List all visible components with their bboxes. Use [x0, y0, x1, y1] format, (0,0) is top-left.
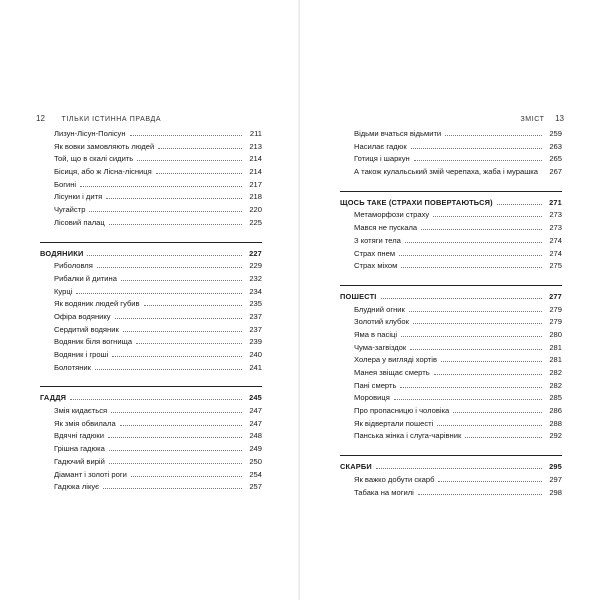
dot-leader — [121, 274, 242, 281]
toc-entry-title: Богині — [54, 179, 77, 189]
dot-leader — [103, 482, 242, 489]
toc-entry — [40, 418, 262, 431]
toc-entry-title: А також кулальський змій черепаха, жаба і мурашка — [354, 167, 539, 177]
toc-entry-page: 234 — [249, 286, 262, 296]
toc-entry-title: Страх міхом — [354, 261, 398, 271]
toc-entry-page: 267 — [549, 167, 563, 177]
toc-entry-page: 225 — [249, 217, 262, 227]
toc-entry — [40, 362, 262, 375]
toc-section-title: ПОШЕСТІ — [340, 291, 377, 301]
toc-entry-page: 282 — [549, 368, 562, 377]
toc-entry — [40, 141, 262, 154]
toc-entry-page: 239 — [249, 337, 262, 347]
toc-entry — [340, 474, 562, 487]
toc-section-title: ВОДЯНИКИ — [40, 248, 84, 258]
dot-leader — [401, 330, 542, 337]
toc-section-title: СКАРБИ — [340, 462, 372, 472]
toc-entry-page: 237 — [249, 311, 262, 321]
toc-entry — [40, 204, 262, 217]
dot-leader — [95, 363, 242, 370]
dot-leader — [394, 393, 542, 400]
toc-entry-page: 217 — [249, 179, 262, 189]
dot-leader — [434, 368, 542, 375]
toc-section — [40, 392, 262, 405]
left-page-number: 12 — [36, 114, 45, 123]
toc-entry-title: Блудний огник — [354, 304, 405, 314]
dot-leader — [400, 381, 542, 388]
toc-entry-page: 229 — [249, 261, 262, 271]
toc-entry — [40, 273, 262, 286]
dot-leader — [421, 223, 542, 230]
toc-entry-page: 263 — [549, 141, 562, 151]
toc-entry-title: Гадючий вирій — [54, 456, 105, 466]
dot-leader — [87, 249, 242, 256]
dot-leader — [109, 218, 242, 225]
toc-entry-title: Панська жінка і слуга-чарівник — [354, 431, 462, 441]
toc-entry-title: Як важко добути скарб — [354, 474, 435, 484]
toc-entry-page: 211 — [249, 129, 262, 138]
dot-leader — [399, 249, 542, 256]
toc-entry-page: 240 — [249, 350, 262, 359]
toc-entry — [340, 248, 562, 261]
dot-leader — [80, 180, 242, 187]
toc-entry-page: 273 — [549, 223, 562, 233]
toc-entry-page: 232 — [249, 273, 262, 283]
toc-entry-title: Страх пнем — [354, 248, 396, 258]
toc-entry-title: Лісунки і дитя — [54, 192, 103, 202]
toc-section — [340, 461, 562, 474]
toc-entry — [40, 179, 262, 192]
toc-entry-page: 250 — [249, 456, 262, 466]
toc-entry-title: Курці — [54, 286, 73, 296]
toc-entry-page: 247 — [249, 406, 262, 416]
toc-entry-title: Моровиця — [354, 393, 390, 403]
toc-entry — [340, 316, 562, 329]
toc-entry-title: Табака на могилі — [354, 487, 414, 497]
toc-section-title: ЩОСЬ ТАКЕ (СТРАХИ ПОВЕРТАЮТЬСЯ) — [340, 197, 493, 207]
dot-leader — [109, 444, 242, 451]
toc-entry-title: Рибалки й дитина — [54, 273, 117, 283]
toc-entry-title: Як змія обвилала — [54, 418, 116, 428]
toc-entry-page: 292 — [549, 431, 562, 441]
toc-entry-page: 235 — [249, 299, 262, 309]
dot-leader — [156, 167, 242, 174]
toc-entry — [340, 222, 562, 235]
toc-entry-page: 297 — [549, 474, 562, 484]
toc-entry-title: Як водяник людей губив — [54, 299, 140, 309]
toc-entry-page: 214 — [249, 167, 262, 177]
toc-entry-title: Золотий клубок — [354, 317, 409, 327]
toc-entry-title: Пані смерть — [354, 380, 397, 390]
toc-entry — [340, 235, 562, 248]
toc-entry — [340, 329, 562, 342]
toc-section — [40, 248, 262, 261]
toc-entry-title: Як відвертали пошесті — [354, 418, 434, 428]
dot-leader — [445, 129, 542, 136]
toc-entry — [40, 260, 262, 273]
toc-entry — [40, 286, 262, 299]
toc-entry — [340, 405, 562, 418]
right-running-title: ЗМІСТ — [520, 116, 545, 123]
right-page — [300, 0, 600, 600]
dot-leader — [405, 236, 542, 243]
toc-entry — [40, 469, 262, 482]
dot-leader — [76, 287, 242, 294]
toc-entry — [40, 166, 262, 179]
toc-entry — [40, 324, 262, 337]
toc-entry-page: 285 — [549, 393, 562, 403]
toc-entry-title: Змія кидається — [54, 406, 108, 416]
toc-entry-page: 237 — [249, 324, 262, 334]
toc-entry-title: Водяник і гроші — [54, 350, 109, 359]
toc-entry-title: Лісовий палац — [54, 217, 105, 227]
toc-entry — [40, 311, 262, 324]
section-rule — [340, 191, 562, 192]
toc-entry — [40, 349, 262, 362]
toc-entry-title: Метаморфози страху — [354, 210, 430, 220]
toc-entry — [340, 153, 562, 166]
section-spacer — [40, 374, 262, 380]
toc-entry — [340, 354, 562, 367]
section-spacer — [340, 273, 562, 279]
dot-leader — [401, 261, 542, 268]
dot-leader — [433, 210, 542, 217]
left-toc — [40, 128, 262, 494]
toc-section — [340, 291, 562, 304]
toc-entry-title: Риболовля — [54, 261, 93, 271]
toc-entry-title: Гадюка лікує — [54, 482, 100, 492]
toc-entry — [40, 298, 262, 311]
toc-entry — [40, 153, 262, 166]
dot-leader — [381, 292, 542, 299]
dot-leader — [89, 205, 242, 212]
dot-leader — [109, 457, 242, 464]
toc-entry-page: 218 — [249, 192, 262, 202]
dot-leader — [411, 142, 542, 149]
toc-section-page: 227 — [249, 248, 262, 258]
dot-leader — [410, 343, 542, 350]
dot-leader — [108, 431, 242, 438]
section-spacer — [340, 443, 562, 449]
toc-entry-title: Чугайстр — [54, 205, 86, 215]
toc-entry-title: Відьми вчаться відьмити — [354, 129, 442, 138]
dot-leader — [70, 393, 242, 400]
section-rule — [40, 386, 262, 387]
dot-leader — [106, 192, 242, 199]
dot-leader — [137, 154, 242, 161]
toc-entry-title: Лизун-Лісун-Полісун — [54, 129, 126, 138]
dot-leader — [413, 317, 542, 324]
dot-leader — [123, 325, 242, 332]
toc-section-page: 271 — [549, 197, 562, 207]
toc-entry-title: Чума-загвіздок — [354, 342, 407, 352]
toc-entry-page: 259 — [549, 129, 562, 138]
toc-entry-title: Діамант і золоті роги — [54, 469, 127, 479]
dot-leader — [130, 129, 242, 136]
dot-leader — [438, 475, 542, 482]
toc-entry-title: Сердитий водяник — [54, 324, 119, 334]
toc-entry — [340, 418, 562, 431]
toc-entry-title: Мався не пускала — [354, 223, 418, 233]
right-running-head — [520, 114, 564, 123]
toc-entry-page: 280 — [549, 329, 562, 339]
toc-entry-page: 265 — [549, 154, 562, 164]
toc-entry-page: 275 — [549, 261, 562, 271]
toc-entry-title: Готиця і шаркун — [354, 154, 410, 164]
dot-leader — [437, 419, 542, 426]
toc-entry — [340, 166, 562, 179]
toc-entry-title: Яма в пасіці — [354, 329, 398, 339]
toc-entry-title: Про пропасницю і чоловіка — [354, 406, 450, 416]
toc-entry — [340, 487, 562, 500]
toc-entry-title: Бісиця, або ж Лісна-лісниця — [54, 167, 152, 177]
dot-leader — [418, 488, 542, 495]
toc-entry — [340, 392, 562, 405]
dot-leader — [158, 142, 242, 149]
toc-section-page: 295 — [549, 462, 562, 472]
left-running-head — [36, 114, 161, 123]
dot-leader — [120, 419, 242, 426]
toc-entry-page: 213 — [249, 141, 262, 151]
section-rule — [340, 455, 562, 456]
toc-section — [340, 197, 562, 210]
dot-leader — [465, 431, 542, 438]
toc-entry-title: Офіра водянику — [54, 311, 111, 321]
toc-entry — [340, 380, 562, 393]
dot-leader — [112, 350, 242, 357]
toc-entry-page: 286 — [549, 406, 562, 416]
toc-entry-page: 248 — [249, 431, 262, 441]
toc-entry — [340, 342, 562, 355]
toc-entry-page: 247 — [249, 418, 262, 428]
dot-leader — [115, 312, 242, 319]
toc-entry-title: Болотяник — [54, 362, 91, 372]
dot-leader — [97, 261, 242, 268]
toc-entry-page: 273 — [549, 210, 562, 220]
toc-section-page: 245 — [249, 393, 262, 403]
toc-entry-page: 281 — [549, 342, 562, 352]
toc-entry — [340, 430, 562, 443]
toc-entry — [340, 304, 562, 317]
toc-entry-title: Той, що в скалі сидить — [54, 154, 134, 164]
toc-section-page: 277 — [549, 291, 562, 301]
toc-entry — [340, 128, 562, 141]
toc-entry — [40, 430, 262, 443]
toc-entry — [40, 456, 262, 469]
toc-entry — [40, 405, 262, 418]
toc-entry-page: 274 — [549, 235, 562, 245]
toc-entry-page: 282 — [549, 380, 562, 390]
toc-entry-title: З котяги тела — [354, 235, 401, 245]
toc-entry-page: 249 — [249, 444, 262, 454]
toc-entry — [40, 191, 262, 204]
dot-leader — [414, 154, 542, 161]
section-rule — [40, 242, 262, 243]
dot-leader — [136, 337, 242, 344]
section-spacer — [340, 179, 562, 185]
toc-entry — [40, 336, 262, 349]
toc-entry-title: Холера у вигляді хортів — [354, 355, 437, 365]
right-toc — [340, 128, 562, 499]
dot-leader — [409, 305, 542, 312]
toc-entry — [340, 367, 562, 380]
section-rule — [340, 285, 562, 286]
toc-entry — [340, 260, 562, 273]
dot-leader — [131, 470, 242, 477]
toc-entry-page: 274 — [549, 248, 562, 258]
toc-entry-page: 298 — [549, 487, 562, 497]
dot-leader — [111, 406, 242, 413]
toc-entry-title: Вдячні гадюки — [54, 431, 104, 441]
toc-entry-title: Водяник біля вогнища — [54, 337, 133, 347]
toc-entry — [40, 217, 262, 230]
toc-section-title: ГАДДЯ — [40, 393, 67, 403]
toc-entry-title: Насилає гадюк — [354, 141, 407, 151]
toc-entry-page: 279 — [549, 304, 562, 314]
toc-entry — [40, 481, 262, 494]
dot-leader — [376, 462, 542, 469]
toc-entry-page: 254 — [249, 469, 262, 479]
toc-entry — [340, 209, 562, 222]
dot-leader — [441, 355, 542, 362]
dot-leader — [453, 406, 542, 413]
dot-leader — [144, 299, 242, 306]
toc-entry-page: 214 — [249, 154, 262, 164]
toc-entry — [40, 128, 262, 141]
toc-entry-page: 241 — [249, 362, 262, 372]
toc-entry — [340, 141, 562, 154]
toc-entry-page: 288 — [549, 418, 562, 428]
toc-entry-title: Грішна гадюка — [54, 444, 105, 454]
section-spacer — [40, 230, 262, 236]
left-running-title: ТІЛЬКИ ІСТИННА ПРАВДА — [61, 116, 162, 123]
toc-entry — [40, 443, 262, 456]
right-page-number: 13 — [555, 114, 564, 123]
toc-entry-page: 257 — [249, 482, 262, 492]
toc-entry-page: 220 — [249, 205, 262, 215]
dot-leader — [497, 198, 542, 205]
toc-entry-title: Манея звіщає смерть — [354, 368, 430, 377]
toc-entry-page: 281 — [549, 355, 562, 365]
toc-entry-title: Як вовки замовляють людей — [54, 141, 155, 151]
toc-entry-page: 279 — [549, 317, 562, 327]
